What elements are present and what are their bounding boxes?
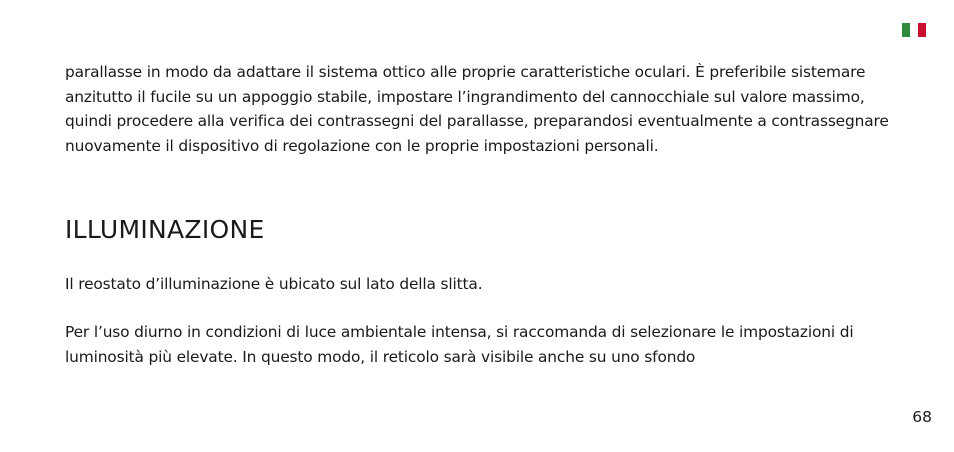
flag-green-stripe xyxy=(902,23,910,37)
italian-flag-icon xyxy=(902,23,926,37)
section-paragraph-2: Per l’uso diurno in condizioni di luce ambientale intensa, si raccomanda di selezionare le impostazioni di luminosità più elevate. In questo modo, il reticolo sarà visibile anche su uno sfondo xyxy=(65,323,854,366)
section-title: ILLUMINAZIONE xyxy=(65,215,265,244)
flag-red-stripe xyxy=(918,23,926,37)
section-paragraph-1: Il reostato d’illuminazione è ubicato sul lato della slitta. xyxy=(65,275,483,293)
page-number: 68 xyxy=(912,408,932,426)
flag-white-stripe xyxy=(910,23,918,37)
intro-paragraph: parallasse in modo da adattare il sistema ottico alle proprie caratteristiche oculari. È preferibile sistemare anzitutto il fucile su un appoggio stabile, impostare l’ingrandimento del cannocchiale sul valore massimo, quindi procedere alla verifica dei contrassegni del parallasse, preparandosi eventualmente a contrassegnare nuovamente il dispositivo di regolazione con le proprie impostazioni personali. xyxy=(65,63,889,155)
